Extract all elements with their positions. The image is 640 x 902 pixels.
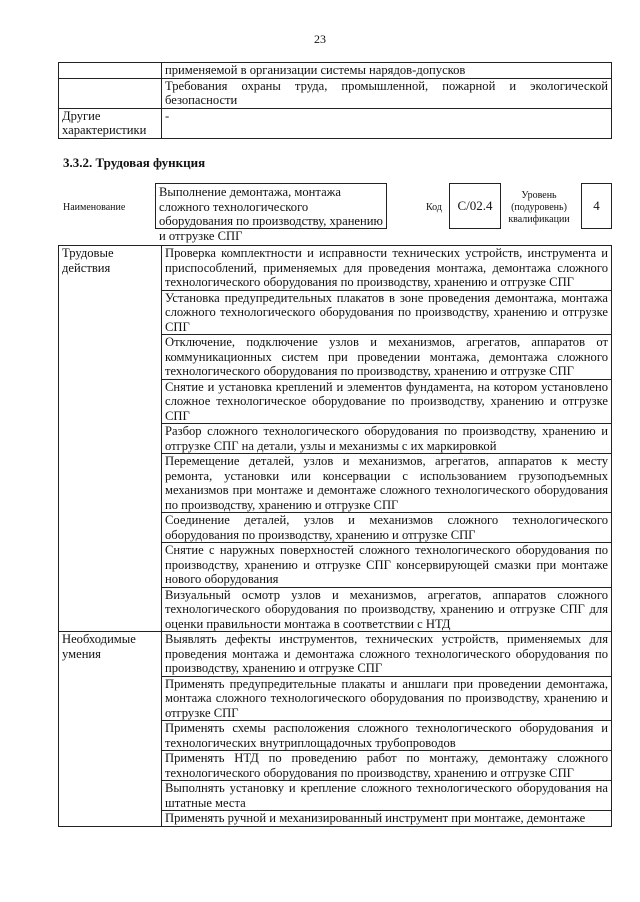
qualification-level-label: Уровень (подуровень) квалификации [508, 190, 570, 225]
empty-label-cell [59, 78, 162, 108]
name-label: Наименование [63, 202, 126, 213]
other-characteristics-value: - [162, 108, 612, 138]
labor-actions-item: Проверка комплектности и исправности технических устройств, инструмента и приспособлений, применяемых для проведения монтажа, демонтажа сложного технологического оборудования по производству, хранению и отгрузке СПГ [162, 246, 612, 291]
labor-actions-item: Соединение деталей, узлов и механизмов сложного технологического оборудования по производству, хранению и отгрузке СПГ [162, 513, 612, 543]
previous-function-table [58, 62, 612, 139]
table-row [59, 632, 612, 677]
table-row [59, 246, 612, 291]
table-cell: применяемой в организации системы нарядов-допусков [162, 63, 612, 79]
required-skills-item: Применять НТД по проведению работ по монтажу, демонтажу сложного технологического оборудования по производству, хранению и отгрузке СПГ [162, 751, 612, 781]
code-label: Код [426, 202, 442, 213]
labor-actions-item: Снятие и установка креплений и элементов фундамента, на котором установлено сложное технологическое оборудование по производству, хранению и отгрузке СПГ [162, 379, 612, 424]
required-skills-item: Применять предупредительные плакаты и аншлаги при проведении демонтажа, монтажа сложного технологического оборудования по производству, хранению и отгрузке СПГ [162, 676, 612, 721]
required-skills-item: Выполнять установку и крепление сложного технологического оборудования на штатные места [162, 781, 612, 811]
labor-actions-item: Снятие с наружных поверхностей сложного технологического оборудования по производству, хранению и отгрузке СПГ консервирующей смазки при монтаже нового оборудования [162, 543, 612, 588]
table-cell: Требования охраны труда, промышленной, пожарной и экологической безопасности [162, 78, 612, 108]
labor-function-table [58, 245, 612, 827]
required-skills-item: Выявлять дефекты инструментов, технических устройств, применяемых для проведения монтажа и демонтажа сложного технологического оборудования по производству, хранению и отгрузке СПГ [162, 632, 612, 677]
required-skills-item: Применять схемы расположения сложного технологического оборудования и технологических внутриплощадочных трубопроводов [162, 721, 612, 751]
labor-actions-item: Перемещение деталей, узлов и механизмов, агрегатов, аппаратов к месту ремонта, установки или консервации с использованием грузоподъемных механизмов при монтаже и демонтаже сложного технологического оборудования по производству, хранению и отгрузке СПГ [162, 454, 612, 513]
labor-actions-item: Отключение, подключение узлов и механизмов, агрегатов, аппаратов от коммуникационных систем при проведении монтажа, демонтажа сложного технологического оборудования по производству, хранению и отгрузке СПГ [162, 335, 612, 380]
required-skills-item: Применять ручной и механизированный инструмент при монтаже, демонтаже [162, 811, 612, 827]
function-name-box: Выполнение демонтажа, монтажа сложного технологического оборудования по производству, хранению и отгрузке СПГ [155, 183, 387, 229]
page-number: 23 [314, 32, 326, 46]
empty-label-cell [59, 63, 162, 79]
labor-actions-item: Разбор сложного технологического оборудования по производству, хранению и отгрузке СПГ на детали, узлы и механизмы с их маркировкой [162, 424, 612, 454]
required-skills-label: Необходимые умения [59, 632, 162, 827]
labor-actions-item: Визуальный осмотр узлов и механизмов, агрегатов, аппаратов сложного технологического оборудования по производству, хранению и отгрузке СПГ для оценки правильности монтажа в соответствии с НТД [162, 587, 612, 632]
qualification-level-box: 4 [581, 183, 612, 229]
code-box: C/02.4 [449, 183, 501, 229]
other-characteristics-label: Другие характеристики [59, 108, 162, 138]
labor-actions-item: Установка предупредительных плакатов в зоне проведения демонтажа, монтажа сложного технологического оборудования по производству, хранению и отгрузке СПГ [162, 290, 612, 335]
section-title: 3.3.2. Трудовая функция [63, 155, 206, 170]
labor-actions-label: Трудовые действия [59, 246, 162, 632]
